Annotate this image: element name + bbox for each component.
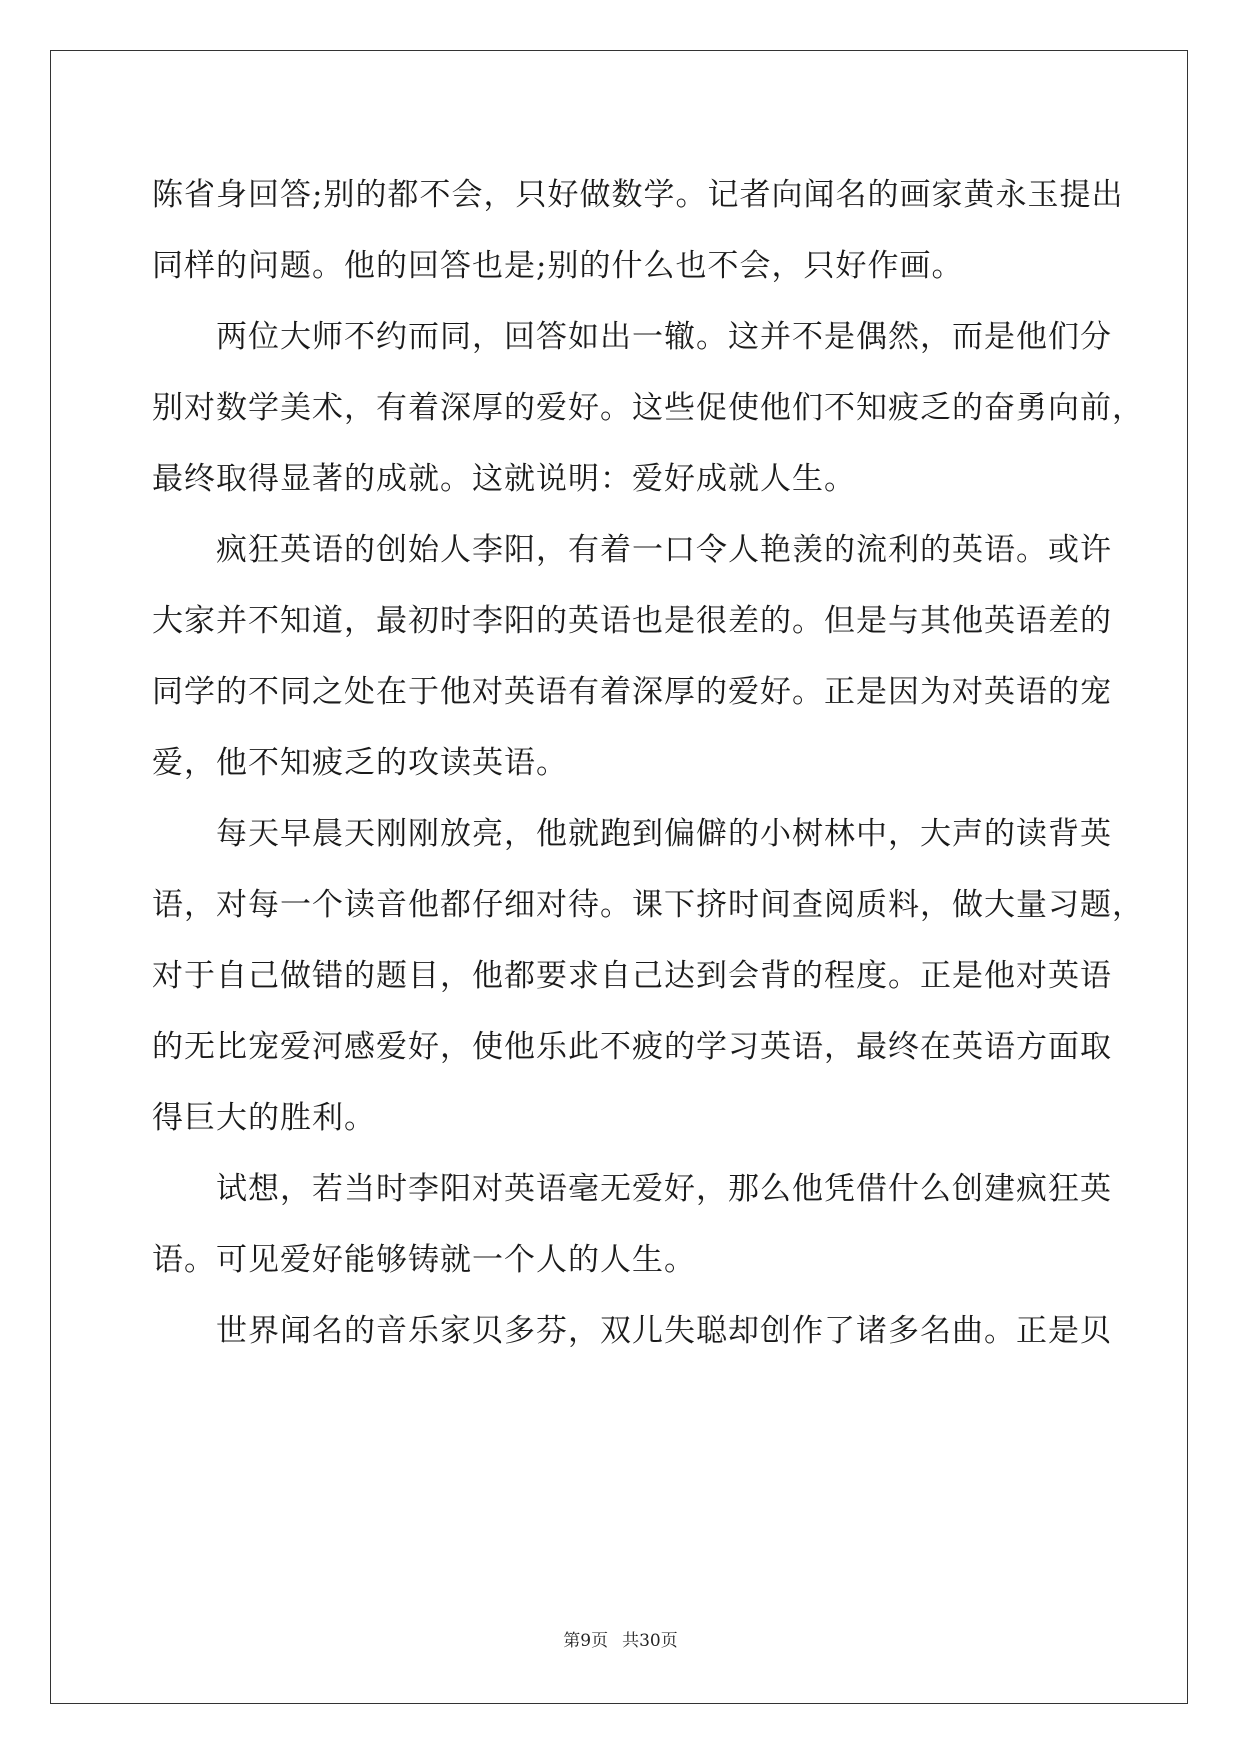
text-line: 最终取得显著的成就。这就说明：爱好成就人生。 bbox=[152, 461, 856, 497]
text-line: 对于自己做错的题目，他都要求自己达到会背的程度。正是他对英语 bbox=[152, 958, 1112, 994]
text-line: 的无比宠爱河感爱好，使他乐此不疲的学习英语，最终在英语方面取 bbox=[152, 1029, 1112, 1065]
text-line: 爱，他不知疲乏的攻读英语。 bbox=[152, 745, 568, 781]
text-line: 疯狂英语的创始人李阳，有着一口令人艳羡的流利的英语。或许 bbox=[152, 532, 1112, 568]
text-line: 两位大师不约而同，回答如出一辙。这并不是偶然，而是他们分 bbox=[152, 319, 1112, 355]
text-line: 世界闻名的音乐家贝多芬，双儿失聪却创作了诸多名曲。正是贝 bbox=[152, 1313, 1112, 1349]
text-line: 语，对每一个读音他都仔细对待。课下挤时间查阅质料，做大量习题， bbox=[152, 887, 1144, 923]
page-number: 第9页 bbox=[563, 1631, 609, 1651]
page-total: 共30页 bbox=[622, 1631, 678, 1651]
document-body bbox=[152, 160, 1144, 1367]
text-line: 语。可见爱好能够铸就一个人的人生。 bbox=[152, 1242, 696, 1278]
text-line: 试想，若当时李阳对英语毫无爱好，那么他凭借什么创建疯狂英 bbox=[152, 1171, 1112, 1207]
text-line: 陈省身回答;别的都不会，只好做数学。记者向闻名的画家黄永玉提出 bbox=[152, 177, 1124, 213]
text-line: 得巨大的胜利。 bbox=[152, 1100, 376, 1136]
text-line: 别对数学美术，有着深厚的爱好。这些促使他们不知疲乏的奋勇向前， bbox=[152, 390, 1144, 426]
page-footer bbox=[0, 1626, 1241, 1651]
text-line: 同样的问题。他的回答也是;别的什么也不会，只好作画。 bbox=[152, 248, 964, 284]
text-line: 大家并不知道，最初时李阳的英语也是很差的。但是与其他英语差的 bbox=[152, 603, 1112, 639]
text-line: 每天早晨天刚刚放亮，他就跑到偏僻的小树林中，大声的读背英 bbox=[152, 816, 1112, 852]
text-line: 同学的不同之处在于他对英语有着深厚的爱好。正是因为对英语的宠 bbox=[152, 674, 1112, 710]
